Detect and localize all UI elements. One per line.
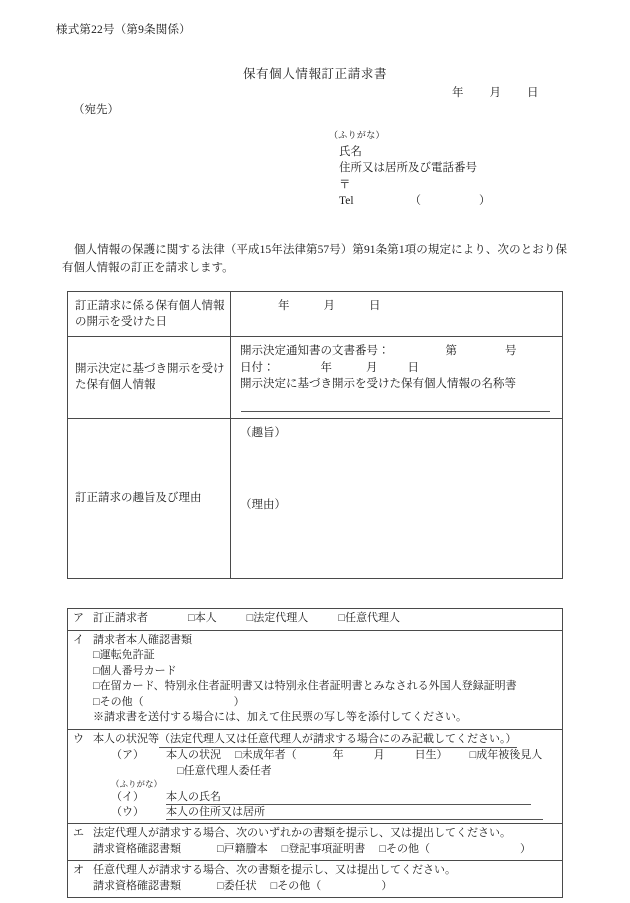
- checkbox-identity-other[interactable]: [73, 695, 558, 711]
- doc-date-label: 日付：: [240, 361, 275, 374]
- table-row-disclosure-date: [68, 292, 563, 337]
- principal-status-note: （法定代理人又は任意代理人が請求する場合にのみ記載してください。）: [159, 732, 517, 749]
- main-content-table: [67, 291, 563, 579]
- sub-mark-i: （イ）: [111, 791, 144, 803]
- section-mark-o: オ: [73, 864, 84, 876]
- checkbox-residence-card[interactable]: □在留カード、特別永住者証明書又は特別永住者証明書とみなされる外国人登録証明書: [93, 680, 517, 692]
- checkbox-voluntary-rep-other[interactable]: □その他（: [270, 879, 322, 892]
- section-mark-u: ウ: [73, 732, 84, 745]
- applicant-postal-mark: 〒: [339, 178, 351, 191]
- row-label-purpose-reason: 訂正請求の趣旨及び理由: [68, 418, 231, 578]
- identity-other-label: □その他（: [93, 695, 144, 708]
- sub-item-principal-name: [73, 790, 558, 805]
- checkbox-adult-ward[interactable]: □成年被後見人: [469, 749, 543, 761]
- table-row-purpose-reason: [68, 418, 563, 578]
- doc-number-line: [240, 343, 554, 360]
- purpose-label: （趣旨）: [240, 426, 286, 439]
- voluntary-rep-docs-options-row: [73, 879, 558, 895]
- disclosure-month-label: 月: [323, 300, 335, 312]
- disclosed-info-name-label: 開示決定に基づき開示を受けた保有個人情報の名称等: [240, 378, 516, 390]
- legal-rep-other-close: ）: [519, 842, 531, 855]
- sub-mark-a: （ア）: [111, 749, 144, 761]
- checkbox-power-of-attorney[interactable]: □委任状: [217, 879, 257, 892]
- checklist-section-identity-docs: [68, 630, 563, 729]
- identity-docs-title-row: [73, 633, 558, 649]
- doc-number-dai: 第: [445, 345, 457, 357]
- checkbox-voluntary-delegator[interactable]: □任意代理人委任者: [177, 764, 272, 777]
- applicant-name-label: 氏名: [339, 145, 362, 158]
- tel-label: Tel: [339, 195, 354, 207]
- sub-label-principal-condition: 本人の状況: [166, 749, 221, 761]
- checkbox-requester-voluntary-rep[interactable]: □任意代理人: [338, 612, 400, 624]
- disclosure-year-label: 年: [278, 300, 290, 312]
- principal-address-input-rule[interactable]: [265, 806, 543, 820]
- doc-date-month: 月: [366, 361, 378, 374]
- checklist-section-voluntary-rep-docs: [68, 861, 563, 898]
- minor-birth-month: 月: [373, 749, 385, 761]
- checkbox-minor[interactable]: □未成年者（: [235, 749, 297, 761]
- section-mark-a: ア: [73, 612, 84, 624]
- checkbox-requester-legal-rep[interactable]: □法定代理人: [246, 612, 309, 624]
- applicant-block: [327, 127, 491, 210]
- purpose-write-area[interactable]: [240, 441, 554, 497]
- voluntary-rep-doc-label: 請求資格確認書類: [93, 879, 181, 892]
- doc-number-gou: 号: [505, 345, 517, 357]
- identity-docs-note: ※請求書を送付する場合には、加えて住民票の写し等を添付してください。: [93, 711, 467, 723]
- requester-row: [73, 611, 558, 627]
- legal-rep-docs-options-row: [73, 842, 558, 858]
- section-title-principal-status: 本人の状況等: [93, 732, 159, 745]
- applicant-tel-line: [339, 193, 491, 210]
- applicant-address-phone-label: 住所又は居所及び電話番号: [339, 162, 477, 174]
- date-day-label: 日: [527, 87, 539, 99]
- tel-paren-open: （: [409, 195, 422, 207]
- doc-date-year: 年: [320, 361, 332, 374]
- doc-date-line: [240, 360, 554, 377]
- sub-mark-u: （ウ）: [111, 806, 144, 818]
- disclosed-info-write-rule[interactable]: [241, 411, 550, 412]
- checkbox-drivers-license[interactable]: □運転免許証: [93, 649, 155, 661]
- section-title-legal-rep-docs: 法定代理人が請求する場合、次のいずれかの書類を提示し、又は提出してください。: [93, 827, 511, 839]
- minor-birth-day: 日生）: [414, 749, 448, 761]
- addressee-label: （宛先）: [73, 104, 119, 116]
- disclosure-day-label: 日: [369, 300, 381, 312]
- principal-name-input-rule[interactable]: [221, 791, 531, 805]
- table-row-disclosed-info: [68, 337, 563, 419]
- section-mark-i: イ: [73, 633, 84, 646]
- checkbox-my-number-card[interactable]: □個人番号カード: [93, 664, 177, 677]
- sub-label-principal-address: 本人の住所又は居所: [166, 806, 265, 818]
- submission-date-line: [452, 84, 539, 100]
- legal-citation: 個人情報の保護に関する法律（平成15年法律第57号）第91条第1項の規定により、次のとおり保有個人情報の訂正を請求します。: [62, 244, 567, 274]
- checklist-section-principal-status: [68, 729, 563, 824]
- disclosure-date-fields: [240, 298, 554, 315]
- date-year-label: 年: [452, 87, 464, 99]
- principal-status-title-row: [73, 732, 558, 749]
- tel-paren-close: ）: [479, 195, 491, 207]
- checklist-section-requester: [68, 609, 563, 631]
- section-title-identity-docs: 請求者本人確認書類: [93, 633, 192, 646]
- checkbox-legal-rep-other[interactable]: □その他（: [379, 842, 430, 855]
- reason-label: （理由）: [240, 499, 286, 511]
- applicant-furigana-label: （ふりがな）: [329, 130, 385, 140]
- doc-number-label: 開示決定通知書の文書番号：: [240, 345, 390, 357]
- checklist-section-legal-rep-docs: [68, 824, 563, 861]
- minor-birth-year: 年: [332, 749, 344, 761]
- sub-item-principal-condition: [73, 748, 558, 764]
- section-title-requester: 訂正請求者: [93, 612, 148, 624]
- row-value-disclosure-date[interactable]: [231, 292, 563, 337]
- form-number: 様式第22号（第9条関係）: [56, 24, 191, 36]
- legal-rep-docs-title-row: [73, 826, 558, 842]
- checkbox-registry-certificate[interactable]: □登記事項証明書: [281, 842, 366, 855]
- section-mark-e: エ: [73, 827, 84, 839]
- sub-label-principal-name: 本人の氏名: [166, 791, 221, 803]
- doc-date-day: 日: [407, 361, 419, 374]
- reason-write-area[interactable]: [240, 514, 554, 572]
- checkbox-requester-self[interactable]: □本人: [188, 612, 217, 624]
- checkbox-family-register[interactable]: □戸籍謄本: [217, 842, 268, 855]
- checklist-table: [67, 608, 563, 898]
- row-value-disclosed-info[interactable]: [231, 337, 563, 419]
- sub-item-principal-address: [73, 805, 558, 820]
- voluntary-rep-other-close: ）: [381, 879, 393, 892]
- row-label-disclosed-info: 開示決定に基づき開示を受けた保有個人情報: [68, 337, 231, 419]
- legal-rep-doc-label: 請求資格確認書類: [93, 842, 181, 855]
- page-title: 保有個人情報訂正請求書: [242, 67, 388, 81]
- date-month-label: 月: [489, 87, 501, 99]
- section-title-voluntary-rep-docs: 任意代理人が請求する場合、次の書類を提示し、又は提出してください。: [93, 864, 456, 876]
- row-label-disclosure-date: 訂正請求に係る保有個人情報の開示を受けた日: [68, 292, 231, 337]
- identity-other-close: ）: [233, 695, 245, 708]
- row-value-purpose-reason[interactable]: [231, 418, 563, 578]
- principal-name-furigana-label: （ふりがな）: [111, 779, 163, 789]
- voluntary-rep-docs-title-row: [73, 863, 558, 879]
